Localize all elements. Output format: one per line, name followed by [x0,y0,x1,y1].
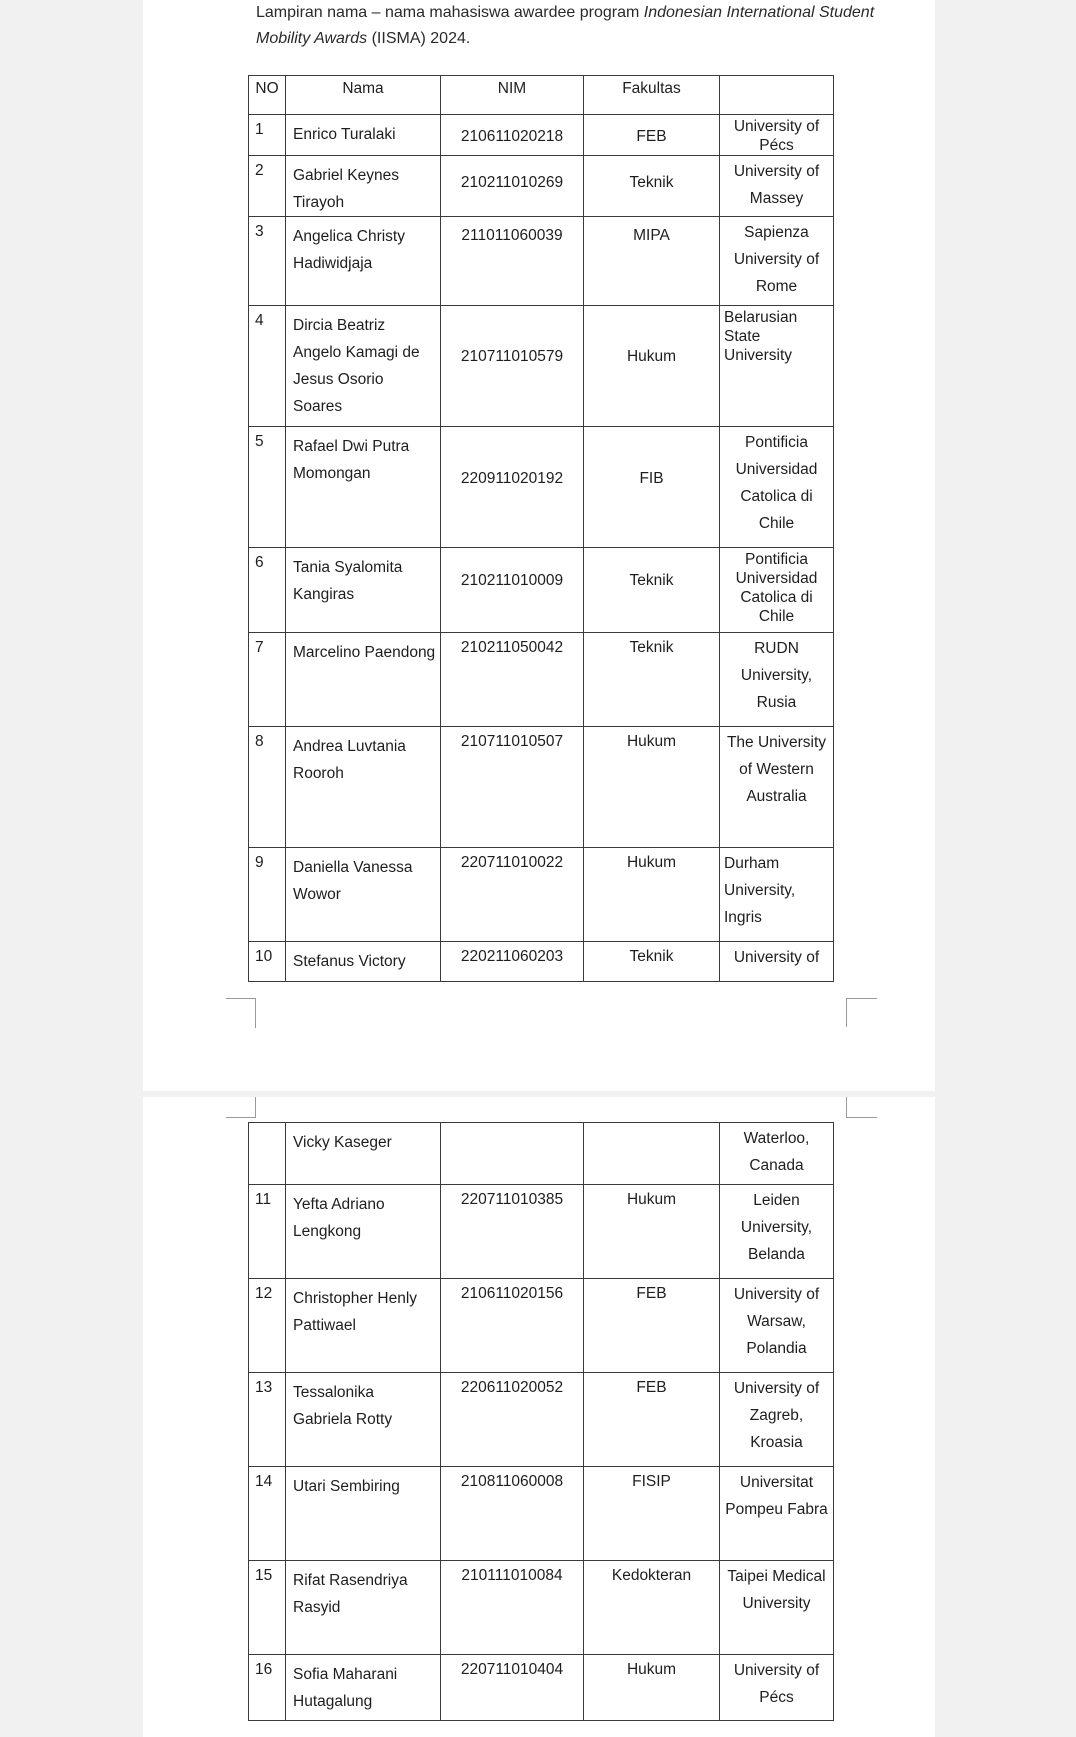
student-name: Gabriel Keynes Tirayoh [293,167,399,211]
student-name: Marcelino Paendong [293,644,436,661]
row-number: 5 [255,433,264,450]
student-faculty-cell [584,848,720,942]
student-nim-cell [441,1123,584,1185]
student-nim: 220911020192 [460,470,564,487]
student-nim: 210211010009 [460,572,564,589]
student-name: Utari Sembiring [293,1478,400,1495]
student-nim-cell [441,217,584,306]
student-nim: 210611020156 [460,1285,564,1302]
student-name-cell [286,727,441,848]
table-row [249,1467,834,1561]
student-nim-cell [441,727,584,848]
student-nim-cell [441,848,584,942]
student-name-cell [286,1561,441,1655]
row-number: 16 [255,1661,273,1678]
row-number: 9 [255,854,264,871]
table-row [249,1185,834,1279]
student-faculty: Teknik [629,948,674,965]
document-page-1 [143,0,935,1091]
student-faculty-cell [584,1467,720,1561]
host-university: Belarusian State University [724,309,798,364]
student-faculty-cell [584,548,720,633]
row-number: 6 [255,554,264,571]
host-university: Leiden University, Belanda [740,1192,813,1263]
host-university-cell [720,1655,834,1721]
student-name: Tessalonika Gabriela Rotty [293,1384,393,1428]
host-university-cell [720,1279,834,1373]
page-corner-mark [255,998,256,1028]
student-faculty: FEB [636,128,667,145]
page-corner-mark [846,998,877,1027]
student-nim-cell [441,1655,584,1721]
row-number-cell [249,1279,286,1373]
row-number: 1 [255,121,264,138]
student-nim: 210711010507 [460,733,564,750]
student-faculty: FEB [636,1379,667,1396]
row-number-cell [249,1561,286,1655]
host-university: Pontificia Universidad Catolica di Chile [735,551,818,625]
student-name-cell [286,427,441,548]
student-faculty: Teknik [629,572,674,589]
row-number-cell [249,633,286,727]
row-number: 12 [255,1285,273,1302]
row-number-cell [249,156,286,217]
student-nim-cell [441,633,584,727]
host-university-cell [720,1561,834,1655]
student-faculty-cell [584,727,720,848]
student-faculty-cell [584,1123,720,1185]
student-nim-cell [441,1467,584,1561]
host-university: Durham University, Ingris [724,855,796,926]
table-row [249,115,834,156]
row-number-cell [249,942,286,982]
host-university: University of Zagreb, Kroasia [733,1380,820,1451]
student-name-cell [286,1185,441,1279]
student-name: Dircia Beatriz Angelo Kamagi de Jesus Osorio Soares [293,317,420,415]
row-number-cell [249,217,286,306]
student-name-cell [286,115,441,156]
table-row [249,1561,834,1655]
student-nim-cell [441,306,584,427]
host-university-cell [720,1467,834,1561]
host-university: RUDN University, Rusia [740,640,813,711]
header-fakultas: Fakultas [584,76,720,115]
student-name: Daniella Vanessa Wowor [293,859,413,903]
student-nim: 210211050042 [460,639,564,656]
row-number: 14 [255,1473,273,1490]
row-number-cell [249,1373,286,1467]
host-university: Taipei Medical University [727,1568,826,1612]
awardees-table [248,75,834,982]
host-university-cell [720,156,834,217]
host-university-cell [720,1373,834,1467]
host-university-cell [720,727,834,848]
student-nim: 211011060039 [461,227,563,244]
student-faculty-cell [584,217,720,306]
student-faculty: FISIP [632,1473,671,1490]
student-name-cell [286,1655,441,1721]
student-faculty-cell [584,1373,720,1467]
student-nim: 220711010385 [460,1191,564,1208]
student-name-cell [286,1123,441,1185]
student-name: Enrico Turalaki [293,126,396,143]
row-number-cell [249,427,286,548]
student-faculty: Hukum [626,733,677,750]
row-number: 11 [255,1191,272,1208]
table-row [249,548,834,633]
student-name-cell [286,306,441,427]
student-nim-cell [441,1279,584,1373]
student-faculty-cell [584,156,720,217]
host-university: University of Pécs [733,118,820,154]
table-row [249,633,834,727]
student-faculty: FEB [636,1285,667,1302]
host-university-cell [720,1185,834,1279]
header-universitas [720,76,834,115]
awardees-table-continued [248,1122,834,1721]
student-nim: 210111010084 [461,1567,563,1584]
host-university: Pontificia Universidad Catolica di Chile [735,434,818,532]
table-row [249,1123,834,1185]
table-row [249,156,834,217]
table-row [249,217,834,306]
host-university-cell [720,217,834,306]
student-name: Rifat Rasendriya Rasyid [293,1572,408,1616]
student-nim: 210711010579 [460,348,564,365]
student-name: Stefanus Victory [293,953,406,970]
row-number-cell [249,1185,286,1279]
row-number-cell [249,548,286,633]
host-university-cell [720,306,834,427]
student-name: Tania Syalomita Kangiras [293,559,403,603]
student-nim: 220711010022 [460,854,564,871]
host-university: Waterloo, Canada [743,1130,810,1174]
intro-suffix: (IISMA) 2024. [367,30,471,47]
student-nim-cell [441,115,584,156]
row-number: 13 [255,1379,273,1396]
student-name-cell [286,548,441,633]
document-page-2 [143,1097,935,1737]
student-name-cell [286,942,441,982]
student-faculty: Hukum [626,348,677,365]
table-row [249,1655,834,1721]
row-number: 3 [255,223,264,240]
student-name: Sofia Maharani Hutagalung [293,1666,398,1710]
student-name: Yefta Adriano Lengkong [293,1196,385,1240]
host-university: University of [733,949,820,966]
intro-paragraph [256,0,876,52]
row-number: 2 [255,162,264,179]
student-nim: 210211010269 [460,174,564,191]
row-number-cell [249,848,286,942]
host-university: The University of Western Australia [726,734,827,805]
student-faculty-cell [584,1185,720,1279]
student-nim-cell [441,1561,584,1655]
table-row [249,427,834,548]
student-faculty: MIPA [633,227,670,244]
table-row [249,1373,834,1467]
table-row [249,1279,834,1373]
student-nim: 210611020218 [460,128,564,145]
page-corner-mark [226,998,256,1027]
host-university: University of Massey [733,163,820,207]
student-faculty-cell [584,427,720,548]
student-faculty: Hukum [626,1661,677,1678]
student-nim [441,1123,583,1129]
table-row [249,848,834,942]
page-corner-mark [226,1097,256,1118]
host-university: University of Pécs [733,1662,820,1706]
host-university: Universitat Pompeu Fabra [725,1474,828,1518]
student-nim: 220711010404 [460,1661,564,1678]
row-number: 8 [255,733,264,750]
student-name-cell [286,1467,441,1561]
student-nim-cell [441,942,584,982]
student-faculty-cell [584,1561,720,1655]
student-name-cell [286,217,441,306]
student-name-cell [286,1373,441,1467]
student-faculty: Hukum [626,1191,677,1208]
student-name-cell [286,633,441,727]
table-row [249,727,834,848]
row-number: 15 [255,1567,273,1584]
table-header-row [249,76,834,115]
student-nim-cell [441,548,584,633]
student-nim-cell [441,1185,584,1279]
host-university: University of Warsaw, Polandia [733,1286,820,1357]
row-number: 10 [255,948,273,965]
row-number-cell [249,115,286,156]
row-number: 7 [255,639,264,656]
student-faculty: Teknik [629,174,674,191]
host-university-cell [720,115,834,156]
student-name-cell [286,156,441,217]
host-university: Sapienza University of Rome [733,224,820,295]
student-nim: 220611020052 [460,1379,564,1396]
student-faculty: FIB [639,470,664,487]
header-nim: NIM [441,76,584,115]
host-university-cell [720,548,834,633]
student-nim-cell [441,427,584,548]
program-name: Indonesian International Student Mobility Awards [256,4,875,47]
table-row [249,942,834,982]
student-faculty [584,1123,719,1129]
student-nim: 220211060203 [460,948,564,965]
host-university-cell [720,848,834,942]
host-university-cell [720,942,834,982]
page-corner-mark [846,1097,877,1118]
host-university-cell [720,1123,834,1185]
row-number-cell [249,1655,286,1721]
student-faculty-cell [584,942,720,982]
student-name-cell [286,1279,441,1373]
student-faculty: Teknik [629,639,674,656]
student-name: Vicky Kaseger [293,1134,392,1151]
student-faculty-cell [584,306,720,427]
student-name: Andrea Luvtania Rooroh [293,738,406,782]
host-university-cell [720,427,834,548]
student-faculty-cell [584,633,720,727]
student-faculty-cell [584,115,720,156]
student-name: Rafael Dwi Putra Momongan [293,438,410,482]
student-faculty-cell [584,1655,720,1721]
student-nim-cell [441,156,584,217]
student-name-cell [286,848,441,942]
row-number-cell [249,727,286,848]
table-row [249,306,834,427]
header-no: NO [249,76,286,115]
page-corner-mark [255,1097,256,1117]
student-name: Angelica Christy Hadiwidjaja [293,228,405,272]
student-nim-cell [441,1373,584,1467]
student-name: Christopher Henly Pattiwael [293,1290,418,1334]
row-number-cell [249,1467,286,1561]
header-nama: Nama [286,76,441,115]
intro-prefix: Lampiran nama – nama mahasiswa awardee program [256,4,644,21]
row-number: 4 [255,312,264,329]
host-university-cell [720,633,834,727]
row-number-cell [249,1123,286,1185]
student-faculty: Hukum [626,854,677,871]
row-number-cell [249,306,286,427]
student-faculty: Kedokteran [611,1567,692,1584]
student-nim: 210811060008 [460,1473,564,1490]
student-faculty-cell [584,1279,720,1373]
